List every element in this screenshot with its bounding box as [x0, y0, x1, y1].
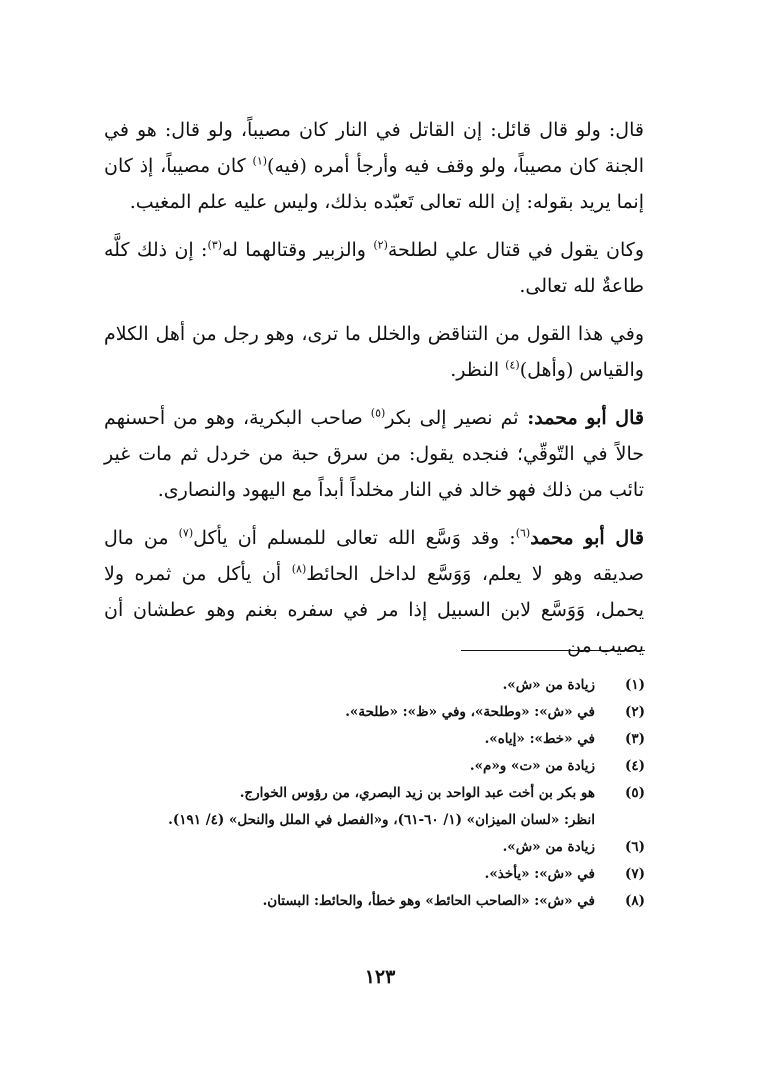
- footnote-5: [150, 780, 645, 834]
- footnote-divider: [461, 650, 645, 651]
- footnote-2: [150, 699, 645, 726]
- footnote-number: (٦): [624, 839, 645, 855]
- footnote-text: هو بكر بن أخت عبد الواحد بن زيد البصري، من رؤوس الخوارج.: [239, 785, 595, 801]
- footnote-4: [150, 753, 645, 780]
- paragraph-text: صاحب البكرية، وهو من أحسنهم حالاً في التّوقّي؛ فنجده يقول: من سرق حبة من خردل ثم مات غير تائب من ذلك فهو خالد في النار مخلداً أبداً مع اليهود والنصارى.: [104, 407, 644, 501]
- paragraph-2: [104, 232, 644, 304]
- page-number: ١٢٣: [364, 966, 396, 988]
- paragraph-text: ثم نصير إلى بكر: [385, 407, 519, 429]
- footnotes: [150, 672, 645, 915]
- footnote-text: في «ش»: «الصاحب الحائط» وهو خطأ، والحائط: البستان.: [262, 893, 595, 909]
- paragraph-text: كان مصيباً، إذ كان إنما يريد بقوله: إن الله تعالى تَعبّده بذلك، وليس عليه علم المغيب.: [104, 155, 644, 213]
- footnote-number: (٢): [624, 704, 645, 720]
- footnote-number: (٥): [624, 785, 645, 801]
- footnote-text: زيادة من «ت» و«م».: [469, 758, 595, 774]
- paragraph-text: : إن ذلك كلَّه طاعةٌ لله تعالى.: [104, 239, 644, 297]
- footnote-text: في «ش»: «وطلحة»، وفي «ظ»: «طلحة».: [345, 704, 595, 720]
- paragraph-3: [104, 316, 644, 388]
- footnote-1: [150, 672, 645, 699]
- footnote-6: [150, 834, 645, 861]
- footnote-8: [150, 888, 645, 915]
- speaker-lead: قال أبو محمد:: [518, 407, 644, 429]
- footnote-number: (٣): [624, 731, 645, 747]
- paragraph-text: من مال صديقه وهو لا يعلم، وَوَسَّع لداخل الحائط: [104, 527, 644, 585]
- paragraph-text: قال: ولو قال قائل: إن القاتل في النار كان مصيباً، ولو قال: هو في الجنة كان مصيباً، ولو وقف فيه وأرجأ أمره (فيه): [104, 119, 645, 177]
- footnote-ref-3: (٣): [207, 238, 222, 252]
- footnote-ref-5: (٥): [370, 406, 386, 420]
- paragraph-text: وفي هذا القول من التناقض والخلل ما ترى، وهو رجل من أهل الكلام والقياس (وأهل): [104, 323, 644, 381]
- footnote-number: (٧): [624, 866, 645, 882]
- footnote-number: (٨): [624, 893, 645, 909]
- footnote-ref-1: (١): [252, 154, 268, 168]
- footnote-ref-7: (٧): [178, 526, 194, 540]
- speaker-lead: قال أبو محمد: [530, 527, 644, 549]
- footnote-3: [150, 726, 645, 753]
- footnote-text: انظر: «لسان الميزان» (١/ ٦٠-٦١)، و«الفصل في الملل والنحل» (٤/ ١٩١).: [168, 812, 595, 828]
- paragraph-5: [104, 520, 644, 664]
- footnote-7: [150, 861, 645, 888]
- footnote-text: زيادة من «ش».: [502, 839, 595, 855]
- paragraph-text: أن يأكل من ثمره ولا يحمل، وَوَسَّع لابن السبيل إذا مر في سفره بغنم وهو عطشان أن يصيب من: [104, 563, 644, 657]
- paragraph-1: [104, 112, 644, 220]
- main-text: [104, 112, 644, 676]
- paragraph-4: [104, 400, 644, 508]
- footnote-number: (٤): [624, 758, 645, 774]
- footnote-ref-6: (٦): [515, 526, 531, 540]
- footnote-text: في «ش»: «يأخذ».: [484, 866, 595, 882]
- paragraph-text: : وقد وَسَّع الله تعالى للمسلم أن يأكل: [193, 527, 516, 549]
- footnote-text: في «خط»: «إياه».: [484, 731, 595, 747]
- footnote-text: زيادة من «ش».: [502, 677, 595, 693]
- footnote-ref-8: (٨): [291, 562, 307, 576]
- paragraph-text: وكان يقول في قتال علي لطلحة: [387, 239, 644, 261]
- footnote-ref-4: (٤): [505, 358, 520, 372]
- footnote-number: (١): [624, 677, 645, 693]
- paragraph-text: والزبير وقتالهما له: [221, 239, 374, 261]
- paragraph-text: النظر.: [450, 359, 506, 381]
- footnote-ref-2: (٢): [373, 238, 388, 252]
